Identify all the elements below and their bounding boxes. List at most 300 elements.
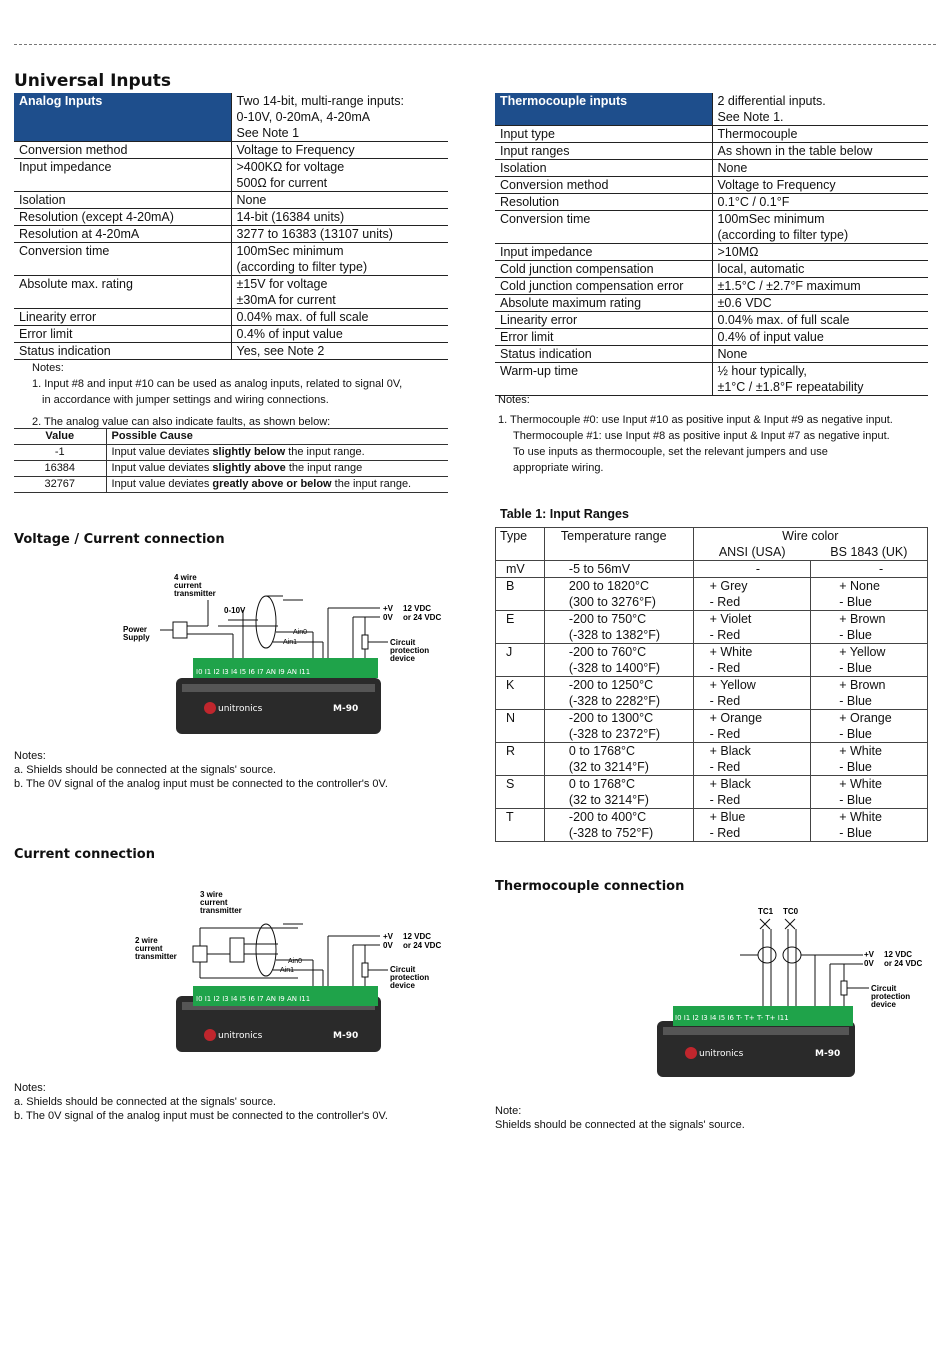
thermo-row-value-line: As shown in the table below	[717, 144, 873, 158]
analog-row	[14, 343, 448, 360]
range-bs	[811, 776, 928, 809]
range-bs-minus: - Blue	[839, 727, 872, 741]
fault-col-cause: Possible Cause	[106, 429, 448, 445]
range-temp-f: (-328 to 752°F)	[568, 826, 654, 840]
range-ansi	[693, 710, 811, 743]
fault-value: 16384	[14, 461, 106, 477]
circuit-label-3: device	[390, 654, 415, 663]
transmitter-label-2: current	[174, 581, 202, 590]
fault-cause-pre: Input value deviates	[111, 478, 213, 490]
range-row	[496, 743, 928, 776]
range-bs-minus: - Blue	[839, 760, 872, 774]
analog-row-label: Error limit	[14, 326, 231, 343]
range-ansi	[693, 644, 811, 677]
analog-row-value	[231, 192, 448, 209]
thermo-row	[495, 160, 928, 177]
thermocouple-inputs-table	[495, 93, 928, 396]
current-note-b: b. The 0V signal of the analog input must be connected to the controller's 0V.	[14, 1110, 388, 1122]
range-temp-f: (32 to 3214°F)	[568, 760, 649, 774]
range-temp	[544, 743, 693, 776]
tc0-label: TC0	[783, 907, 799, 916]
range-ansi-plus: + Grey	[709, 579, 748, 593]
range-temp-f: (-328 to 2372°F)	[568, 727, 661, 741]
analog-row	[14, 142, 448, 159]
plus-v-label: +V	[383, 932, 394, 941]
range-bs-plus: + Orange	[839, 711, 892, 725]
circuit-label: Circuit	[871, 984, 897, 993]
thermo-row	[495, 126, 928, 143]
page-title: Universal Inputs	[14, 71, 172, 91]
thermo-row-label: Isolation	[495, 160, 712, 177]
transmitter-label-3: transmitter	[174, 589, 216, 598]
range-temp-c: -5 to 56mV	[568, 562, 631, 576]
range-bs-minus: - Blue	[839, 793, 872, 807]
range-temp	[544, 710, 693, 743]
thermo-row	[495, 295, 928, 312]
thermo-notes	[498, 392, 938, 476]
analog-row-value	[231, 226, 448, 243]
range-bs	[811, 578, 928, 611]
current-note-a: a. Shields should be connected at the signals' source.	[14, 1096, 276, 1108]
zero-v-label: 0V	[383, 941, 393, 950]
circuit-label-2: protection	[871, 992, 911, 1001]
voltage-connection-title: Voltage / Current connection	[14, 532, 225, 547]
analog-row-label: Conversion method	[14, 142, 231, 159]
thermo-header-value-line: 2 differential inputs.	[717, 94, 826, 108]
range-label: 0-10V	[224, 606, 246, 615]
circuit-label-3: device	[390, 981, 415, 990]
range-ansi	[693, 776, 811, 809]
analog-row-label: Resolution at 4-20mA	[14, 226, 231, 243]
range-temp	[544, 561, 693, 578]
range-bs-plus: -	[879, 562, 884, 576]
thermo-connection-notes	[495, 1104, 745, 1132]
analog-row-label: Linearity error	[14, 309, 231, 326]
range-ansi-minus: - Red	[709, 661, 741, 675]
analog-row-value	[231, 276, 448, 309]
range-ansi	[693, 561, 811, 578]
thermo-row-value-line: ±0.6 VDC	[717, 296, 772, 310]
range-ansi-plus: + Blue	[709, 810, 746, 824]
range-ansi-plus: + Yellow	[709, 678, 756, 692]
analog-row-value-line: 100mSec minimum	[236, 244, 344, 258]
range-ansi-plus: + White	[709, 645, 753, 659]
thermo-row-label: Warm-up time	[495, 363, 712, 396]
range-ansi-minus: - Red	[709, 628, 741, 642]
thermo-row-value-line: None	[717, 347, 748, 361]
range-temp-c: 0 to 1768°C	[568, 744, 636, 758]
model-label: M-90	[333, 704, 359, 714]
range-bs	[811, 809, 928, 842]
vdc-label: 12 VDC	[403, 932, 432, 941]
range-temp-c: 0 to 1768°C	[568, 777, 636, 791]
thermo-row	[495, 312, 928, 329]
range-bs-plus: + None	[839, 579, 880, 593]
analog-row-value-line: 0.4% of input value	[236, 327, 343, 341]
ain0-label: Ain0	[293, 629, 308, 636]
analog-row-value-line: (according to filter type)	[236, 260, 368, 274]
fault-cause-bold: slightly above	[212, 462, 286, 474]
tc1-label: TC1	[758, 907, 774, 916]
range-bs	[811, 743, 928, 776]
thermo-conn-note: Shields should be connected at the signals' source.	[495, 1119, 745, 1131]
range-bs-plus: + Brown	[839, 678, 886, 692]
circuit-label-2: protection	[390, 646, 430, 655]
range-ansi-minus: - Red	[709, 694, 741, 708]
fault-cause	[106, 461, 448, 477]
circuit-label: Circuit	[390, 638, 416, 647]
fault-row	[14, 461, 448, 477]
range-row	[496, 561, 928, 578]
range-bs-plus: + White	[839, 777, 882, 791]
range-row	[496, 710, 928, 743]
current-notes-title: Notes:	[14, 1082, 46, 1094]
range-row	[496, 809, 928, 842]
range-temp	[544, 644, 693, 677]
range-type: N	[496, 710, 545, 743]
thermo-header-value-line: See Note 1.	[717, 110, 784, 124]
range-bs-minus: - Blue	[839, 661, 872, 675]
unitronics-logo	[204, 702, 263, 714]
range-bs	[811, 710, 928, 743]
vdc-label-2: or 24 VDC	[403, 941, 442, 950]
range-row	[496, 644, 928, 677]
col-bs: BS 1843 (UK)	[811, 544, 928, 561]
col-ansi: ANSI (USA)	[693, 544, 811, 561]
thermo-note-1b: Thermocouple #1: use Input #8 as positive input & Input #7 as negative input.	[513, 430, 890, 442]
analog-row-label: Isolation	[14, 192, 231, 209]
range-bs-plus: + White	[839, 744, 882, 758]
range-ansi	[693, 677, 811, 710]
range-ansi-minus: - Red	[709, 793, 741, 807]
zero-v-label: 0V	[864, 959, 874, 968]
range-bs	[811, 644, 928, 677]
terminal-labels: I0 I1 I2 I3 I4 I5 I6 T- T+ T- T+ I11	[675, 1014, 789, 1022]
range-type: mV	[496, 561, 545, 578]
range-type: B	[496, 578, 545, 611]
thermo-row-label: Input type	[495, 126, 712, 143]
range-ansi	[693, 743, 811, 776]
brand-label: unitronics	[218, 704, 263, 714]
analog-note-2: 2. The analog value can also indicate faults, as shown below:	[32, 416, 331, 428]
thermo-row-label: Input ranges	[495, 143, 712, 160]
range-ansi-plus: + Black	[709, 744, 751, 758]
thermo-row	[495, 244, 928, 261]
thermo-row-value-line: Voltage to Frequency	[717, 178, 836, 192]
fault-cause-post: the input range.	[331, 478, 412, 490]
fault-value: 32767	[14, 477, 106, 493]
thermo-row	[495, 346, 928, 363]
voltage-notes-title: Notes:	[14, 750, 46, 762]
vdc-label-2: or 24 VDC	[403, 613, 442, 622]
fault-cause-pre: Input value deviates	[111, 446, 213, 458]
analog-row-label: Status indication	[14, 343, 231, 360]
analog-row-value	[231, 326, 448, 343]
current-connection-diagram	[118, 888, 458, 1058]
vdc-label-2: or 24 VDC	[884, 959, 923, 968]
range-row	[496, 776, 928, 809]
analog-row	[14, 192, 448, 209]
range-ansi-plus: -	[755, 562, 760, 576]
analog-row-value-line: 3277 to 16383 (13107 units)	[236, 227, 393, 241]
range-temp-c: -200 to 1250°C	[568, 678, 654, 692]
3wire-label: 3 wire	[200, 890, 223, 899]
thermo-header-row	[495, 93, 928, 126]
unitronics-logo	[204, 1029, 263, 1041]
range-type: K	[496, 677, 545, 710]
thermo-header-label: Thermocouple inputs	[495, 93, 712, 126]
thermo-row-label: Error limit	[495, 329, 712, 346]
analog-row-value	[231, 309, 448, 326]
plus-v-label: +V	[383, 604, 394, 613]
range-temp-c: -200 to 750°C	[568, 612, 647, 626]
analog-note-1: 1. Input #8 and input #10 can be used as analog inputs, related to signal 0V,	[32, 378, 403, 390]
range-temp	[544, 578, 693, 611]
model-label: M-90	[815, 1049, 841, 1059]
analog-row-value-line: >400KΩ for voltage	[236, 160, 345, 174]
analog-row-value	[231, 243, 448, 276]
range-ansi-plus: + Black	[709, 777, 751, 791]
thermo-row-value-line: (according to filter type)	[717, 228, 849, 242]
thermo-row-value-line: ½ hour typically,	[717, 364, 807, 378]
analog-row-value-line: Yes, see Note 2	[236, 344, 325, 358]
range-ansi-plus: + Violet	[709, 612, 752, 626]
current-connection-notes	[14, 1081, 388, 1123]
analog-row	[14, 326, 448, 343]
ain0-label: Ain0	[288, 958, 303, 965]
thermo-row	[495, 194, 928, 211]
range-ansi-minus: - Red	[709, 595, 741, 609]
range-temp-c: 200 to 1820°C	[568, 579, 649, 593]
transmitter-label: 4 wire	[174, 573, 197, 582]
thermo-row-label: Linearity error	[495, 312, 712, 329]
circuit-label: Circuit	[390, 965, 416, 974]
thermo-row-value-line: 100mSec minimum	[717, 212, 825, 226]
analog-row-value-line: 500Ω for current	[236, 176, 328, 190]
vdc-label: 12 VDC	[403, 604, 432, 613]
thermo-row	[495, 363, 928, 396]
range-type: E	[496, 611, 545, 644]
range-bs-plus: + Brown	[839, 612, 886, 626]
thermo-row-value-line: None	[717, 161, 748, 175]
analog-header-value-line: See Note 1	[236, 126, 300, 140]
thermo-row-value	[712, 261, 928, 278]
thermo-row	[495, 329, 928, 346]
analog-row-value-line: 0.04% max. of full scale	[236, 310, 369, 324]
thermo-row-value-line: 0.1°C / 0.1°F	[717, 195, 790, 209]
brand-label: unitronics	[699, 1049, 744, 1059]
fault-cause-bold: slightly below	[212, 446, 286, 458]
thermo-row-label: Conversion method	[495, 177, 712, 194]
current-connection-title: Current connection	[14, 847, 155, 862]
range-temp-c: -200 to 1300°C	[568, 711, 654, 725]
fault-cause-post: the input range	[285, 462, 363, 474]
power-label: Power	[123, 625, 148, 634]
analog-row-value-line: ±15V for voltage	[236, 277, 328, 291]
range-temp-c: -200 to 400°C	[568, 810, 647, 824]
plus-v-label: +V	[864, 950, 875, 959]
top-dashed-rule	[14, 44, 936, 45]
unitronics-logo	[685, 1047, 744, 1059]
thermo-row	[495, 278, 928, 295]
fault-cause-post: the input range.	[285, 446, 365, 458]
fault-cause	[106, 445, 448, 461]
range-temp	[544, 776, 693, 809]
terminal-labels: I0 I1 I2 I3 I4 I5 I6 I7 AN I9 AN I11	[196, 995, 311, 1003]
range-ansi	[693, 578, 811, 611]
thermo-row-value	[712, 143, 928, 160]
range-temp-f: (-328 to 1382°F)	[568, 628, 661, 642]
range-temp-f: (-328 to 2282°F)	[568, 694, 661, 708]
voltage-note-b: b. The 0V signal of the analog input must be connected to the controller's 0V.	[14, 778, 388, 790]
thermo-row-value-line: ±1°C / ±1.8°F repeatability	[717, 380, 864, 394]
thermo-row-value	[712, 244, 928, 261]
thermo-row-value	[712, 194, 928, 211]
range-row	[496, 611, 928, 644]
ranges-title: Table 1: Input Ranges	[500, 507, 629, 521]
input-ranges-table	[495, 527, 928, 842]
range-temp-c: -200 to 760°C	[568, 645, 647, 659]
thermo-row-value	[712, 346, 928, 363]
analog-note-1-cont: in accordance with jumper settings and wiring connections.	[42, 394, 329, 406]
3wire-label-2: current	[200, 898, 228, 907]
analog-row-value-line: Voltage to Frequency	[236, 143, 355, 157]
fault-value: -1	[14, 445, 106, 461]
thermo-row-value-line: Thermocouple	[717, 127, 798, 141]
thermo-row-value	[712, 329, 928, 346]
range-bs-plus: + White	[839, 810, 882, 824]
analog-row	[14, 309, 448, 326]
range-bs-minus: - Blue	[839, 628, 872, 642]
thermo-row-value	[712, 363, 928, 396]
thermo-row-label: Resolution	[495, 194, 712, 211]
analog-row	[14, 226, 448, 243]
thermo-row-label: Absolute maximum rating	[495, 295, 712, 312]
range-ansi	[693, 809, 811, 842]
thermo-row	[495, 211, 928, 244]
range-bs	[811, 561, 928, 578]
fault-cause	[106, 477, 448, 493]
thermo-row-value	[712, 312, 928, 329]
range-type: S	[496, 776, 545, 809]
range-row	[496, 677, 928, 710]
thermo-conn-note-title: Note:	[495, 1105, 522, 1117]
analog-notes	[32, 360, 452, 430]
analog-row-label: Resolution (except 4-20mA)	[14, 209, 231, 226]
analog-header-value-line: 0-10V, 0-20mA, 4-20mA	[236, 110, 371, 124]
analog-row-value	[231, 142, 448, 159]
range-ansi-plus: + Orange	[709, 711, 763, 725]
range-row	[496, 578, 928, 611]
fault-cause-pre: Input value deviates	[111, 462, 213, 474]
analog-notes-title: Notes:	[32, 362, 64, 374]
range-bs-minus: - Blue	[839, 595, 872, 609]
analog-row-value	[231, 209, 448, 226]
range-bs-minus: - Blue	[839, 826, 872, 840]
analog-header-label: Analog Inputs	[14, 93, 231, 142]
terminal-labels: I0 I1 I2 I3 I4 I5 I6 I7 AN I9 AN I11	[196, 668, 311, 676]
thermo-notes-title: Notes:	[498, 394, 530, 406]
range-temp-f: (300 to 3276°F)	[568, 595, 656, 609]
brand-label: unitronics	[218, 1031, 263, 1041]
power-label-2: Supply	[123, 633, 150, 642]
analog-header-row	[14, 93, 448, 142]
thermo-row-value	[712, 160, 928, 177]
voltage-connection-diagram	[118, 570, 458, 740]
analog-row-value-line: None	[236, 193, 267, 207]
fault-cause-bold: greatly above or below	[212, 478, 332, 490]
analog-row-value	[231, 159, 448, 192]
thermo-row-value	[712, 211, 928, 244]
thermo-row-label: Cold junction compensation	[495, 261, 712, 278]
ain1-label: Ain1	[280, 967, 295, 974]
voltage-note-a: a. Shields should be connected at the signals' source.	[14, 764, 276, 776]
thermo-row	[495, 261, 928, 278]
thermo-row-value-line: >10MΩ	[717, 245, 759, 259]
analog-row-label: Input impedance	[14, 159, 231, 192]
thermo-note-1: 1. Thermocouple #0: use Input #10 as positive input & Input #9 as negative input.	[498, 414, 893, 426]
thermo-row-value	[712, 295, 928, 312]
range-ansi-minus: - Red	[709, 826, 741, 840]
thermo-note-1c: To use inputs as thermocouple, set the relevant jumpers and use	[513, 446, 828, 458]
analog-row-value-line: ±30mA for current	[236, 293, 336, 307]
fault-row	[14, 477, 448, 493]
thermo-row-value	[712, 177, 928, 194]
range-type: R	[496, 743, 545, 776]
range-temp-f: (32 to 3214°F)	[568, 793, 649, 807]
analog-row-label: Conversion time	[14, 243, 231, 276]
thermo-row-value-line: 0.04% max. of full scale	[717, 313, 850, 327]
thermo-row-value	[712, 278, 928, 295]
thermo-row-value-line: ±1.5°C / ±2.7°F maximum	[717, 279, 861, 293]
analog-row	[14, 159, 448, 192]
circuit-label-2: protection	[390, 973, 430, 982]
thermo-row-label: Status indication	[495, 346, 712, 363]
col-type: Type	[496, 528, 545, 561]
range-temp	[544, 809, 693, 842]
fault-row	[14, 445, 448, 461]
analog-inputs-table	[14, 93, 448, 360]
thermo-row	[495, 143, 928, 160]
analog-row-value	[231, 343, 448, 360]
2wire-label-3: transmitter	[135, 952, 177, 961]
thermo-connection-title: Thermocouple connection	[495, 879, 685, 894]
fault-table	[14, 428, 448, 493]
circuit-label-3: device	[871, 1000, 896, 1009]
analog-header-value	[231, 93, 448, 142]
thermo-note-1d: appropriate wiring.	[513, 462, 604, 474]
range-type: J	[496, 644, 545, 677]
thermo-row-label: Input impedance	[495, 244, 712, 261]
range-ansi-minus: - Red	[709, 727, 741, 741]
model-label: M-90	[333, 1031, 359, 1041]
col-wire-color: Wire color	[693, 528, 927, 545]
analog-row	[14, 276, 448, 309]
range-bs	[811, 677, 928, 710]
analog-row-label: Absolute max. rating	[14, 276, 231, 309]
2wire-label-2: current	[135, 944, 163, 953]
3wire-label-3: transmitter	[200, 906, 242, 915]
fault-col-value: Value	[14, 429, 106, 445]
analog-row	[14, 209, 448, 226]
analog-row	[14, 243, 448, 276]
ain1-label: Ain1	[283, 639, 298, 646]
thermo-row-value-line: 0.4% of input value	[717, 330, 824, 344]
thermo-row-value	[712, 126, 928, 143]
range-ansi-minus: - Red	[709, 760, 741, 774]
range-bs-plus: + Yellow	[839, 645, 886, 659]
voltage-connection-notes	[14, 749, 388, 791]
